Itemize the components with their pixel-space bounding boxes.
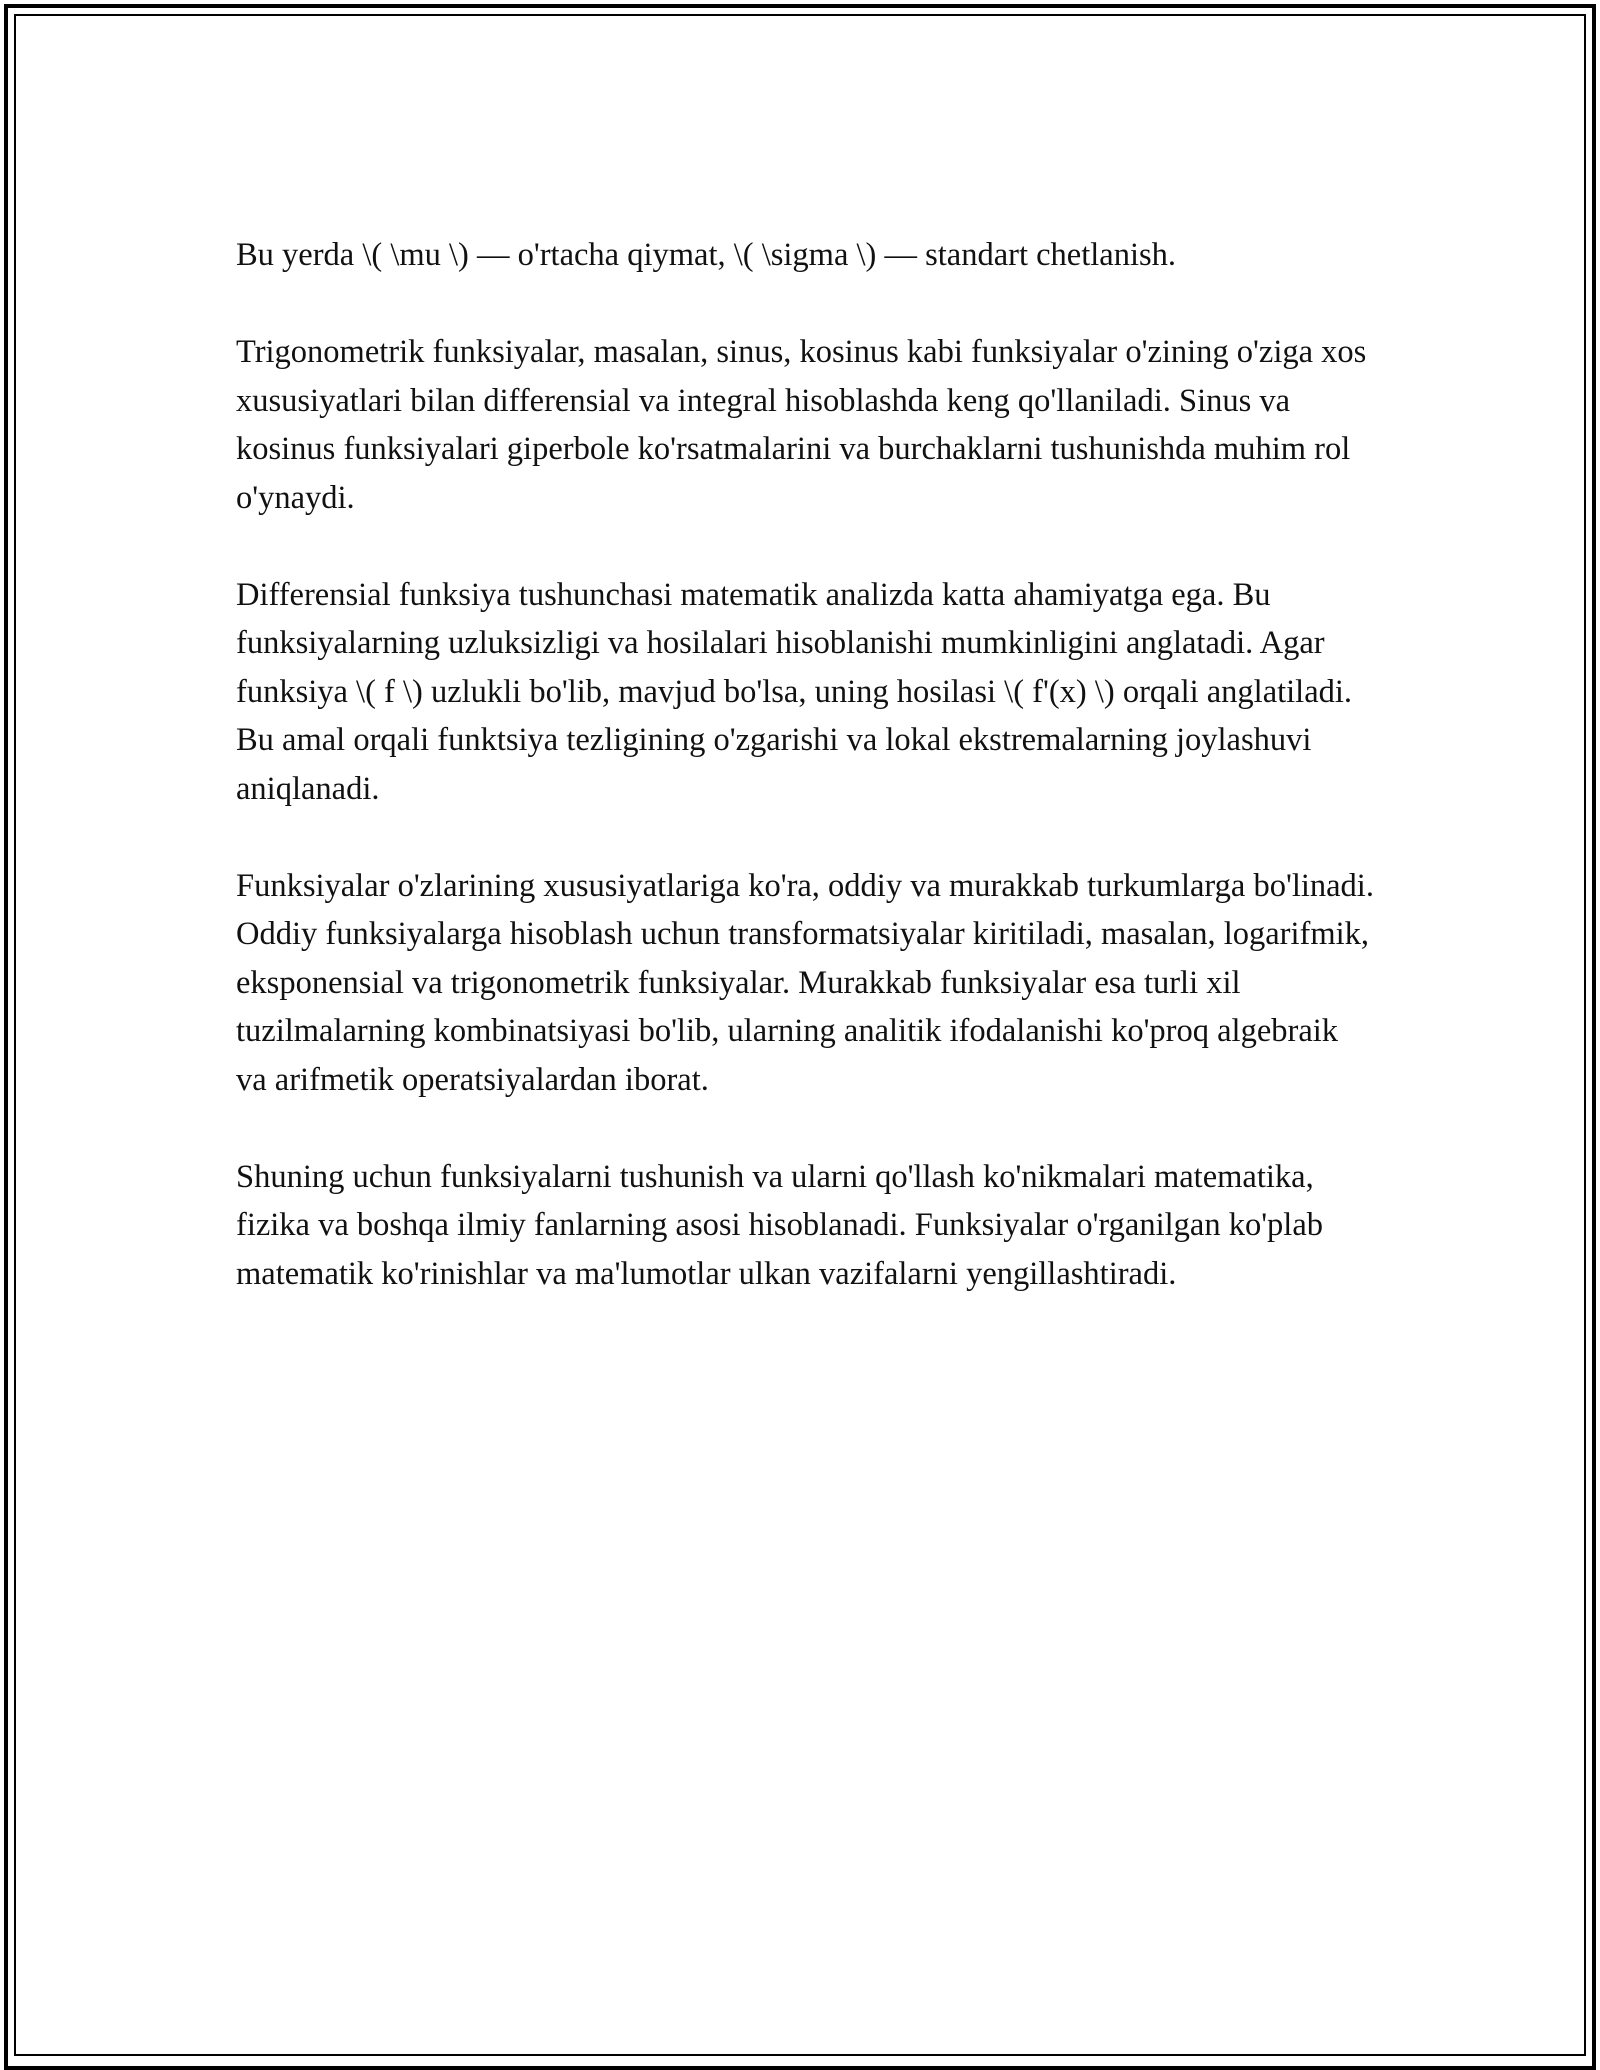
paragraph-differential: Differensial funksiya tushunchasi matematik analizda katta ahamiyatga ega. Bu funksiyalarning uzluksizligi va hosilalari hisoblanishi mumkinligini anglatadi. Agar funksiya \( f \) uzlukli bo'lib, mavjud bo'lsa, uning hosilasi \( f'(x) \) orqali anglatiladi. Bu amal orqali funktsiya tezligining o'zgarishi va lokal ekstremalarning joylashuvi aniqlanadi. [236, 576, 1353, 807]
document-body [236, 231, 1376, 1347]
paragraph-conclusion: Shuning uchun funksiyalarni tushunish va ularni qo'llash ko'nikmalari matematika, fizika va boshqa ilmiy fanlarning asosi hisoblanadi. Funksiyalar o'rganilgan ko'plab matematik ko'rinishlar va ma'lumotlar ulkan vazifalarni yengillashtiradi. [236, 1158, 1324, 1292]
paragraph-trigonometric: Trigonometrik funksiyalar, masalan, sinus, kosinus kabi funksiyalar o'zining o'ziga xos xususiyatlari bilan differensial va integral hisoblashda keng qo'llaniladi. Sinus va kosinus funksiyalari giperbole ko'rsatmalarini va burchaklarni tushunishda muhim rol o'ynaydi. [236, 334, 1367, 516]
paragraph-notation: Bu yerda \( \mu \) — o'rtacha qiymat, \( \sigma \) — standart chetlanish. [236, 237, 1176, 273]
paragraph-classification: Funksiyalar o'zlarining xususiyatlariga ko'ra, oddiy va murakkab turkumlarga bo'linadi. Oddiy funksiyalarga hisoblash uchun transformatsiyalar kiritiladi, masalan, logarifmik, eksponensial va trigonometrik funksiyalar. Murakkab funksiyalar esa turli xil tuzilmalarning kombinatsiyasi bo'lib, ularning analitik ifodalanishi ko'proq algebraik va arifmetik operatsiyalardan iborat. [236, 867, 1374, 1098]
